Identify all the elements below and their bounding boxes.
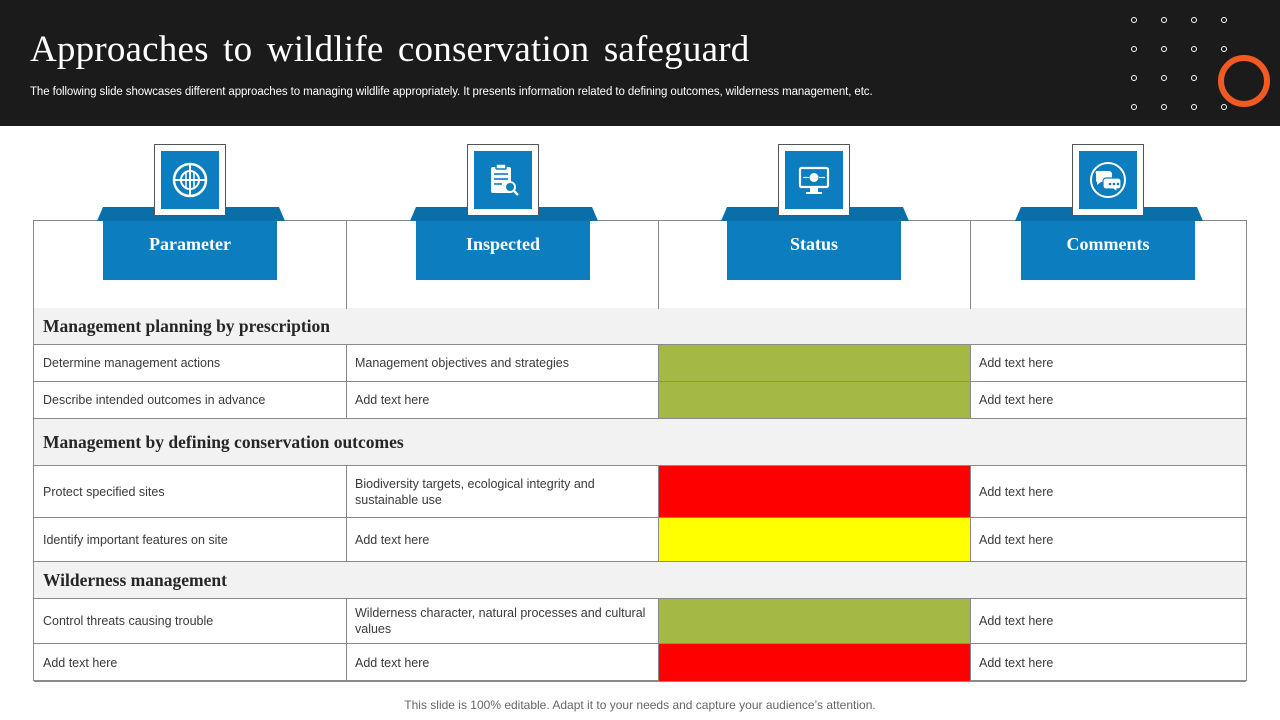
inspected-cell: Wilderness character, natural processes and cultural values [355,606,646,636]
decorative-dot [1191,17,1197,23]
status-cell [658,466,970,517]
column-divider [658,466,659,562]
status-cell [658,382,970,418]
column-divider [970,221,971,309]
decorative-dot [1131,17,1137,23]
decorative-dot [1191,46,1197,52]
monitor-icon [794,160,834,200]
comment-cell: Add text here [979,356,1054,370]
status-cell [658,518,970,561]
header-parameter: Parameter [103,221,277,280]
header-inspected-icon-box [467,144,539,216]
slide-title: Approaches to wildlife conservation safeguard [30,29,750,70]
column-divider [346,345,347,419]
section-row [34,562,1246,599]
column-divider [346,221,347,309]
comment-cell: Add text here [979,393,1054,407]
column-divider [658,345,659,419]
decorative-dot [1221,17,1227,23]
decorative-dot [1161,17,1167,23]
header-inspected: Inspected [416,221,590,280]
section-title: Management planning by prescription [43,315,330,336]
decorative-dot [1191,75,1197,81]
clipboard-search-icon [483,160,523,200]
decorative-dot [1131,46,1137,52]
table-header-row [34,221,1246,309]
section-title: Management by defining conservation outcomes [43,431,404,452]
table-row [34,382,1246,419]
decorative-dot [1221,46,1227,52]
comment-cell: Add text here [979,532,1054,547]
slide-subtitle: The following slide showcases different approaches to managing wildlife appropriately. It presents information related to defining outcomes, wilderness management, etc. [30,86,873,98]
parameter-cell: Protect specified sites [43,484,165,499]
decorative-dot [1161,75,1167,81]
parameter-cell: Add text here [43,655,118,670]
inspected-cell: Add text here [355,655,430,670]
inspected-cell: Management objectives and strategies [355,356,570,370]
table-row [34,345,1246,382]
column-divider [658,221,659,309]
section-row [34,419,1246,466]
table-row [34,466,1246,518]
slide-footer: This slide is 100% editable. Adapt it to your needs and capture your audience’s attention. [404,698,876,712]
decorative-dot [1131,104,1137,110]
header-comments: Comments [1021,221,1195,280]
comment-cell: Add text here [979,484,1054,499]
column-divider [970,345,971,419]
comment-cell: Add text here [979,655,1054,670]
column-divider [658,599,659,682]
column-divider [346,466,347,562]
header-comments-icon-box [1072,144,1144,216]
decorative-dot [1161,104,1167,110]
header-status: Status [727,221,901,280]
wildlife-globe-icon [170,160,210,200]
table-row [34,644,1246,682]
inspected-cell: Biodiversity targets, ecological integrity and sustainable use [355,476,595,507]
slide-header [0,0,1280,126]
column-divider [970,599,971,682]
header-parameter-icon-box [154,144,226,216]
conservation-table [33,220,1247,681]
decorative-dot [1221,104,1227,110]
decorative-dot [1191,104,1197,110]
parameter-cell: Determine management actions [43,356,221,370]
inspected-cell: Add text here [355,393,430,407]
header-status-icon-box [778,144,850,216]
section-title: Wilderness management [43,569,227,590]
decorative-dot [1161,46,1167,52]
decorative-dot [1131,75,1137,81]
decorative-ring-icon [1218,55,1270,107]
status-cell [658,599,970,643]
table-row [34,599,1246,644]
column-divider [970,466,971,562]
table-row [34,518,1246,562]
column-divider [346,599,347,682]
comment-cell: Add text here [979,614,1054,628]
parameter-cell: Control threats causing trouble [43,614,214,628]
inspected-cell: Add text here [355,532,430,547]
section-row [34,308,1246,345]
status-cell [658,345,970,381]
parameter-cell: Describe intended outcomes in advance [43,393,266,407]
status-cell [658,644,970,681]
chat-bubbles-icon [1087,159,1129,201]
parameter-cell: Identify important features on site [43,532,228,547]
